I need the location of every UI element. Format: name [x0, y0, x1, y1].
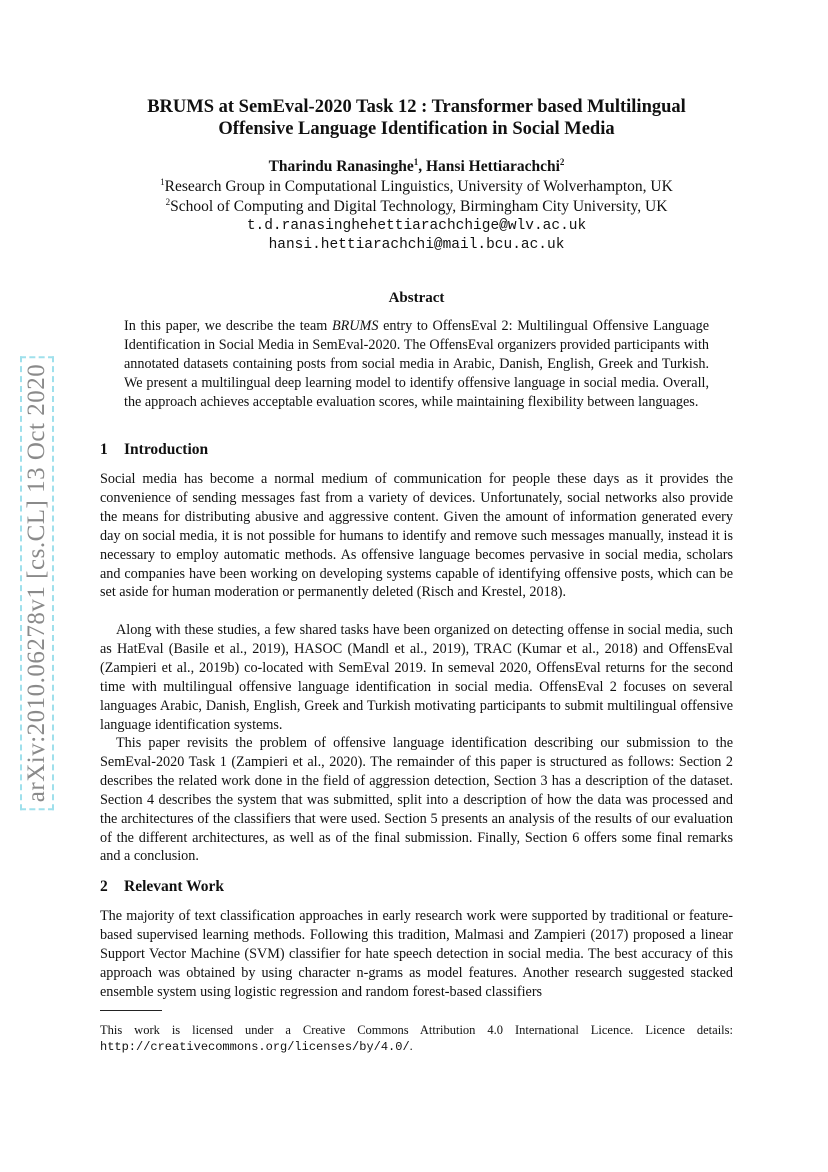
author-1-sup: 1 — [413, 157, 419, 167]
affiliation-1-sup: 1 — [160, 177, 165, 187]
arxiv-stamp — [22, 338, 52, 828]
intro-paragraph-3: This paper revisits the problem of offensive language identification describing our submission to the SemEval-2020 Task 1 (Zampieri et al., 2020). The remainder of this paper is structured as follows: Section 2 describes the related work done in the field of aggression detection, Section 3 has a description of the dataset. Section 4 describes the system that was submitted, split into a description of how the data was processed and the architectures of the classifiers that were used. Section 5 presents an analysis of the results of our evaluation of the different architectures, as well as of the final submission. Finally, Section 6 offers some final remarks and a conclusion. — [100, 735, 733, 865]
abstract-heading: Abstract — [388, 290, 445, 306]
title-line-2: Offensive Language Identification in Social Media — [218, 119, 615, 139]
section-2-title: Relevant Work — [124, 878, 225, 895]
author-1: Tharindu Ranasinghe — [268, 158, 414, 175]
section-2-heading — [100, 878, 224, 896]
abstract-post: entry to OffensEval 2: Multilingual Offensive Language Identification in Social Media in SemEval-2020. The OffensEval organizers provided participants with annotated datasets containing posts from social media in Arabic, Danish, English, Greek and Turkish. We present a multilingual deep learning model to identify offensive language in social media. Overall, the approach achieves acceptable evaluation scores, while maintaining flexibility between languages. — [124, 318, 710, 410]
license-footnote — [100, 1022, 733, 1055]
section-1-title: Introduction — [124, 441, 209, 458]
footnote-end: . — [409, 1039, 413, 1053]
related-work-paragraph-1: The majority of text classification approaches in early research work were supported by traditional or feature-based supervised learning methods. Following this tradition, Malmasi and Zampieri (2017) proposed a linear Support Vector Machine (SVM) classifier for hate speech detection in social media. The best accuracy of this approach was obtained by using character n-grams as model features. Another research suggested stacked ensemble system using logistic regression and random forest-based classifiers — [100, 908, 733, 1000]
affiliation-2-sup: 2 — [165, 197, 171, 207]
team-name: BRUMS — [331, 318, 379, 334]
arxiv-identifier: arXiv:2010.06278v1 [cs.CL] 13 Oct 2020 — [20, 356, 54, 810]
section-1-number: 1 — [100, 441, 108, 458]
affiliation-2-text: School of Computing and Digital Technology, Birmingham City University, UK — [170, 198, 668, 215]
email-1: t.d.ranasinghehettiarachchige@wlv.ac.uk — [246, 218, 587, 234]
author-2-sup: 2 — [559, 157, 565, 167]
footnote-text: This work is licensed under a Creative Commons Attribution 4.0 International Licence. Licence details: — [100, 1023, 733, 1037]
section-1-heading — [100, 441, 208, 459]
affiliation-1 — [100, 178, 733, 196]
footnote-rule — [100, 1010, 162, 1011]
intro-paragraph-2: Along with these studies, a few shared tasks have been organized on detecting offense in social media, such as HatEval (Basile et al., 2019), HASOC (Mandl et al., 2019), TRAC (Kumar et al., 2018) and OffensEval (Zampieri et al., 2019b) co-located with SemEval 2019. In semeval 2020, OffensEval returns for the second time with multilingual offensive language identification in social media. OffensEval 2 focuses on several languages Arabic, Danish, English, Greek and Turkish motivating participants to submit multilingual offensive language identification systems. — [100, 622, 733, 733]
paper-title — [100, 96, 733, 140]
license-url[interactable]: http://creativecommons.org/licenses/by/4.0/ — [100, 1040, 410, 1054]
author-2: Hansi Hettiarachchi — [426, 158, 560, 175]
section-2-number: 2 — [100, 878, 108, 895]
title-line-1: BRUMS at SemEval-2020 Task 12 : Transformer based Multilingual — [147, 97, 686, 117]
affiliation-1-text: Research Group in Computational Linguistics, University of Wolverhampton, UK — [164, 178, 673, 195]
abstract-body — [124, 317, 709, 412]
affiliation-2 — [100, 198, 733, 216]
email-2: hansi.hettiarachchi@mail.bcu.ac.uk — [268, 237, 565, 253]
abstract-pre: In this paper, we describe the team — [124, 318, 332, 334]
author-list — [100, 158, 733, 176]
author-separator: , — [418, 158, 426, 175]
intro-paragraph-1: Social media has become a normal medium of communication for people these days as it provides the convenience of sending messages fast from a variety of devices. Unfortunately, social networks also provide the means for distributing abusive and aggressive content. Given the amount of information generated every day on social media, it is not possible for humans to identify and remove such messages manually, instead it is necessary to employ automatic methods. As offensive language becomes pervasive in social media, scholars and companies have been working on developing systems capable of identifying offensive posts, which can be set aside for human moderation or permanently deleted (Risch and Krestel, 2018). — [100, 471, 733, 601]
